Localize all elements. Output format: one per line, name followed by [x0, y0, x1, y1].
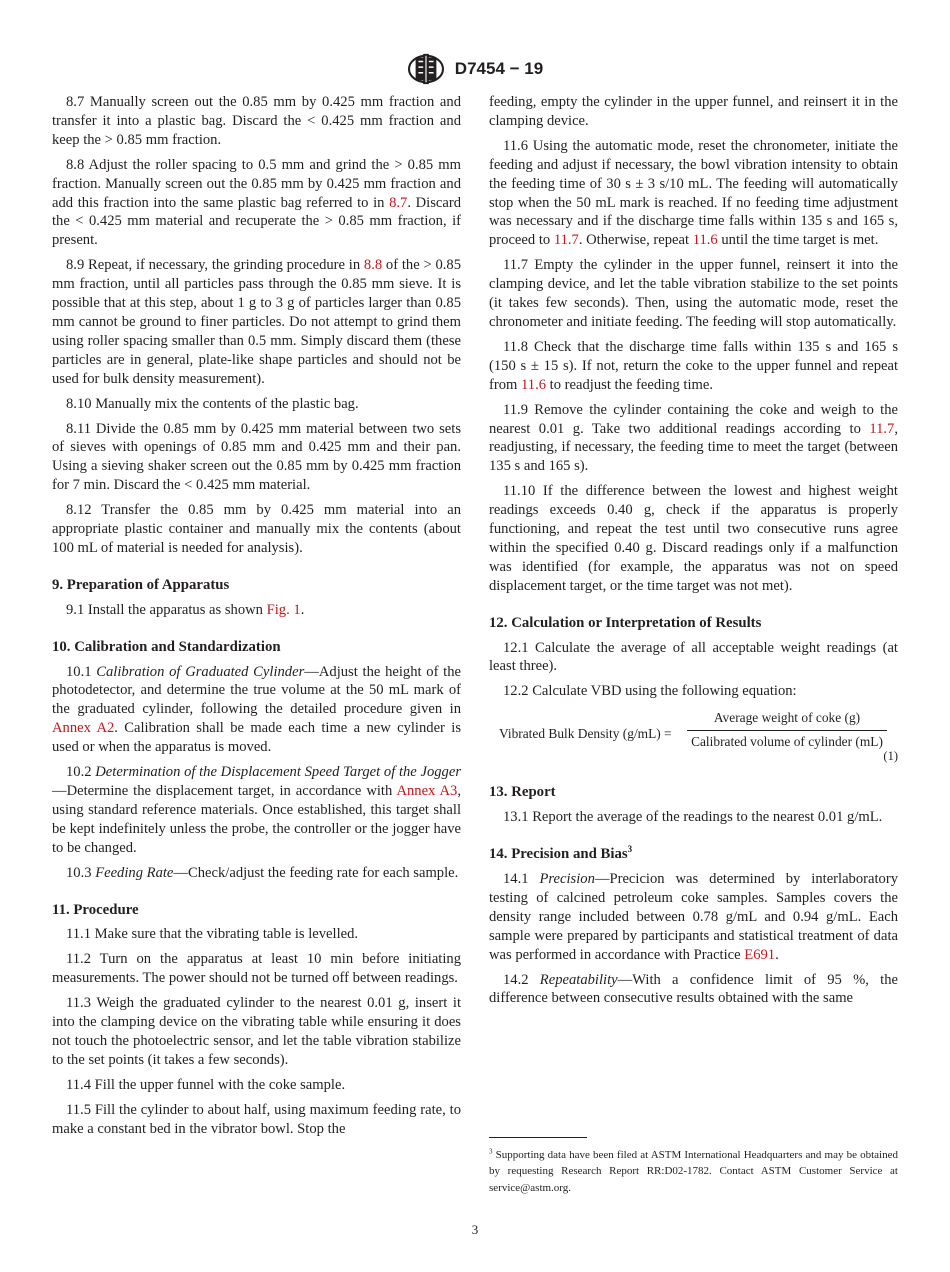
- equation-denominator: Calibrated volume of cylinder (mL): [691, 734, 883, 750]
- link-e691[interactable]: E691: [744, 946, 776, 963]
- section-13-heading: 13. Report: [489, 784, 556, 801]
- section-12-heading: 12. Calculation or Interpretation of Results: [489, 614, 762, 631]
- paragraph-9-1: 9.1 Install the apparatus as shown Fig. 1.: [66, 601, 305, 618]
- paragraph-11-5: 11.5 Fill the cylinder to about half, using maximum feeding rate, to make a constant bed in the vibrator bowl. Stop the: [52, 1101, 461, 1137]
- equation-1: [489, 709, 898, 765]
- paragraph-11-4: 11.4 Fill the upper funnel with the coke sample.: [66, 1076, 346, 1093]
- equation-number: (1): [883, 749, 898, 764]
- paragraph-8-9: 8.9 Repeat, if necessary, the grinding procedure in 8.8 of the > 0.85 mm fraction, until all particles pass through the 0.85 mm sieve. It is possible that at this step, about 1 g to 3 g of particles larger than 0.85 mm cannot be ground to finer particles. Do not attempt to grind them using roller spacing smaller than 0.5 mm. Simply discard them (these particles are in general, plate-like shape particles and should not be used for bulk density measurement).: [52, 257, 461, 387]
- paragraph-11-10: 11.10 If the difference between the lowest and highest weight readings exceeds 0.40 g, check if the apparatus is properly functioning, and repeat the test until two consecutive runs agree within the specified 0.40 g. Discard readings only if a malfunction was identified (for example, the apparatus was not on speed displacement target, or the time target was not met).: [489, 483, 898, 594]
- paragraph-12-1: 12.1 Calculate the average of all acceptable weight readings (at least three).: [489, 639, 898, 675]
- paragraph-8-7: 8.7 Manually screen out the 0.85 mm by 0.425 mm fraction and transfer it into a plastic bag. Discard the < 0.425 mm fraction and keep the > 0.85 mm fraction.: [52, 94, 461, 148]
- page-header: [0, 52, 950, 86]
- paragraph-8-11: 8.11 Divide the 0.85 mm by 0.425 mm material between two sets of sieves with openings of 0.85 mm and 0.425 mm and their pan. Using a sieving shaker screen out the 0.85 mm by 0.425 mm fraction for 7 min. Discard the < 0.425 mm material.: [52, 420, 461, 494]
- paragraph-14-1: 14.1 Precision—Precicion was determined by interlaboratory testing of calcined petroleum coke samples. Samples covers the density range included between 0.78 g/mL and 0.94 g/mL. Each sample were prepared by participants and statistical treatment of data was performed in accordance with Practice E691.: [489, 871, 898, 963]
- link-11-7[interactable]: 11.7: [869, 420, 895, 437]
- page-number: 3: [471, 1222, 479, 1237]
- paragraph-11-7: 11.7 Empty the cylinder in the upper funnel, reinsert it into the clamping device, and let the table vibration stabilize to the set points (it takes few seconds). Then, using the automatic mode, reset the chronometer and initiate feeding. The feeding will stop automatically.: [489, 257, 898, 330]
- right-column: [489, 93, 898, 1014]
- equation-lhs: Vibrated Bulk Density (g/mL) =: [499, 726, 672, 742]
- paragraph-10-2: 10.2 Determination of the Displacement Speed Target of the Jogger—Determine the displacement target, in accordance with Annex A3, using standard reference materials. Once established, this target shall be kept indefinitely unless the probe, the controller or the jogger have to be changed.: [52, 764, 462, 856]
- footnote-marker: 3: [627, 844, 633, 855]
- equation-numerator: Average weight of coke (g): [713, 710, 861, 726]
- link-11-6[interactable]: 11.6: [692, 232, 718, 249]
- link-8-7[interactable]: 8.7: [389, 194, 408, 211]
- paragraph-11-3: 11.3 Weigh the graduated cylinder to the nearest 0.01 g, insert it into the clamping device on the vibrating table while ensuring it does not touch the photoelectric sensor, and let the table vibration stabilize to the set points (it takes a few seconds).: [52, 995, 461, 1068]
- link-11-6[interactable]: 11.6: [521, 376, 547, 393]
- link-fig-1[interactable]: Fig. 1: [266, 601, 301, 618]
- section-9-heading: 9. Preparation of Apparatus: [52, 576, 230, 593]
- paragraph-8-8: 8.8 Adjust the roller spacing to 0.5 mm and grind the > 0.85 mm fraction. Manually screen out the 0.85 mm by 0.425 mm fraction and add this fraction into the same plastic bag referred to in 8.7. Discard the < 0.425 mm material and recuperate the > 0.85 mm fraction, if present.: [52, 156, 461, 249]
- paragraph-12-2: 12.2 Calculate VBD using the following equation:: [503, 683, 797, 700]
- paragraph-11-8: 11.8 Check that the discharge time falls within 135 s and 165 s (150 s ± 15 s). If not, return the coke to the upper funnel and repeat from 11.6 to readjust the feeding time.: [489, 338, 898, 393]
- paragraph-11-1: 11.1 Make sure that the vibrating table is levelled.: [66, 926, 359, 943]
- paragraph-13-1: 13.1 Report the average of the readings to the nearest 0.01 g/mL.: [503, 809, 883, 826]
- paragraph-11-9: 11.9 Remove the cylinder containing the coke and weigh to the nearest 0.01 g. Take two additional readings according to 11.7, readjusting, if necessary, the feeding time to meet the target (between 135 s and 165 s).: [489, 401, 898, 475]
- paragraph-10-1: 10.1 Calibration of Graduated Cylinder—Adjust the height of the photodetector, and determine the true volume at the 50 mL mark of the graduated cylinder, following the detailed procedure given in Annex A2. Calibration shall be made each time a new cylinder is used or when the apparatus is moved.: [52, 663, 462, 756]
- section-10-heading: 10. Calibration and Standardization: [52, 638, 281, 655]
- paragraph-11-6: 11.6 Using the automatic mode, reset the chronometer, initiate the feeding and adjust if necessary, the bowl vibration intensity to obtain the feeding time of 30 s ± 3 s/10 mL. The feeding will automatically stop when the 50 mL mark is reached. If no feeding time adjustment was necessary and if the discharge time falls within 135 s and 165 s, proceed to 11.7. Otherwise, repeat 11.6 until the time target is met.: [489, 137, 898, 249]
- equation-fraction: [687, 709, 887, 752]
- left-column: [52, 93, 461, 1145]
- paragraph-8-10: 8.10 Manually mix the contents of the plastic bag.: [66, 395, 359, 412]
- paragraph-11-2: 11.2 Turn on the apparatus at least 10 min before initiating measurements. The power should not be turned off between readings.: [52, 951, 461, 987]
- paragraph-11-5-continued: feeding, empty the cylinder in the upper funnel, and reinsert it in the clamping device.: [489, 94, 898, 129]
- footnote: $^3$ Supporting data have been filed at ASTM International Headquarters and may be obtained by requesting Research Report RR:D02-1782. Contact ASTM Customer Service at service@astm.org.: [489, 1147, 898, 1194]
- standard-designation: D7454 − 19: [454, 59, 544, 78]
- paragraph-8-12: 8.12 Transfer the 0.85 mm by 0.425 mm material into an appropriate plastic container and manually mix the contents (about 100 mL of material is needed for analysis).: [52, 502, 461, 556]
- link-11-7[interactable]: 11.7: [553, 232, 579, 249]
- link-annex-a3[interactable]: Annex A3: [396, 783, 458, 799]
- footnote-number: 3: [489, 1147, 493, 1156]
- link-8-8[interactable]: 8.8: [363, 257, 383, 274]
- footnote-divider: [489, 1137, 587, 1138]
- astm-logo-icon: [407, 52, 445, 86]
- paragraph-10-3: 10.3 Feeding Rate—Check/adjust the feeding rate for each sample.: [66, 864, 459, 881]
- section-11-heading: 11. Procedure: [52, 901, 139, 918]
- section-14-heading: 14. Precision and Bias$^3$: [489, 844, 633, 863]
- paragraph-14-2: 14.2 Repeatability—With a confidence limit of 95 %, the difference between consecutive results obtained with the same: [489, 971, 898, 1007]
- link-annex-a2[interactable]: Annex A2: [52, 720, 115, 737]
